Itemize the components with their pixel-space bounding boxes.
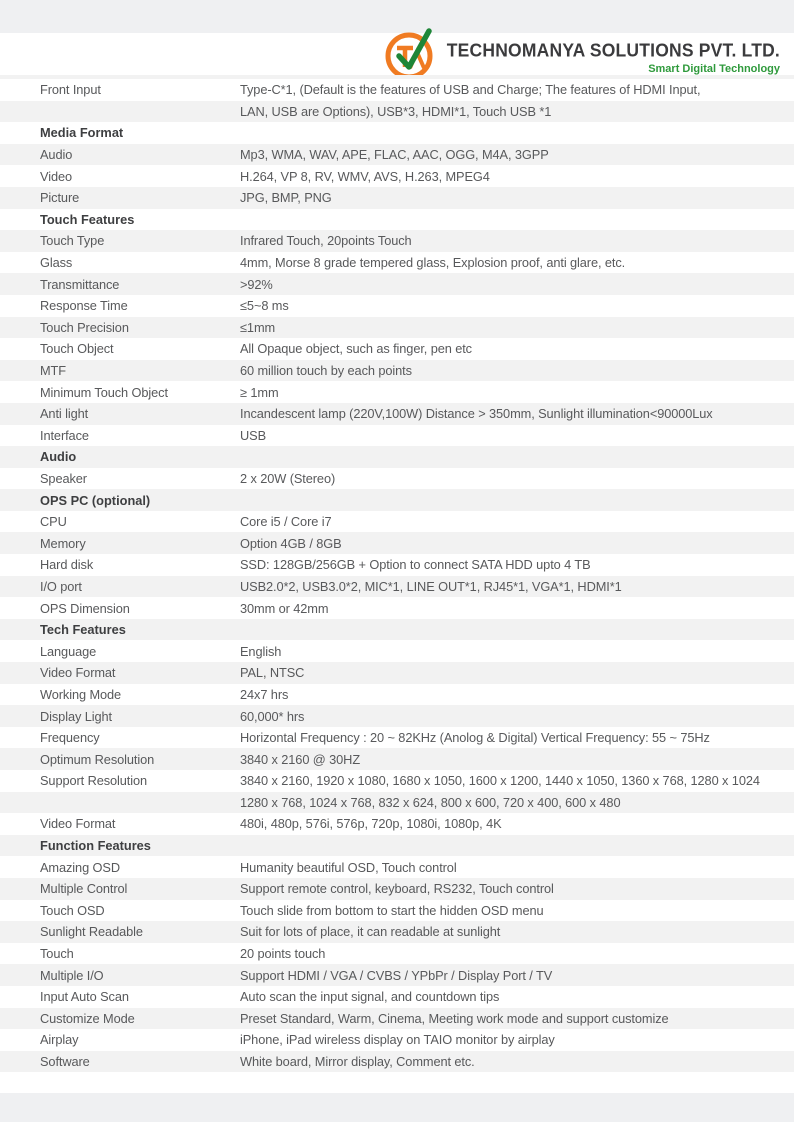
spec-row (0, 684, 794, 706)
spec-row (0, 878, 794, 900)
spec-value: All Opaque object, such as finger, pen etc (240, 341, 472, 357)
spec-label: Picture (40, 190, 80, 206)
spec-row (0, 813, 794, 835)
spec-label: Display Light (40, 708, 112, 724)
section-header-row (0, 122, 794, 144)
spec-value: USB (240, 427, 267, 443)
spec-value: Core i5 / Core i7 (240, 514, 332, 530)
spec-row (0, 295, 794, 317)
spec-label: I/O port (40, 578, 82, 594)
spec-label: Response Time (40, 298, 128, 314)
spec-label: CPU (40, 514, 67, 530)
spec-row (0, 360, 794, 382)
spec-row (0, 79, 794, 101)
spec-label: OPS Dimension (40, 600, 130, 616)
spec-value: 30mm or 42mm (240, 600, 329, 616)
spec-value: English (240, 643, 282, 659)
section-header-row (0, 619, 794, 641)
spec-row (0, 425, 794, 447)
spec-value: JPG, BMP, PNG (240, 190, 332, 206)
section-header-row (0, 489, 794, 511)
section-title: OPS PC (optional) (40, 492, 151, 508)
spec-label: Multiple Control (40, 881, 128, 897)
spec-value: 1280 x 768, 1024 x 768, 832 x 624, 800 x 600, 720 x 400, 600 x 480 (240, 794, 621, 810)
spec-row (0, 230, 794, 252)
spec-row (0, 662, 794, 684)
spec-row (0, 1029, 794, 1051)
spec-value: Type-C*1, (Default is the features of USB and Charge; The features of HDMI Input, (240, 82, 701, 98)
spec-value: Humanity beautiful OSD, Touch control (240, 859, 457, 875)
tm-circle-checkmark-icon (383, 24, 439, 80)
spec-row (0, 640, 794, 662)
spec-value: 4mm, Morse 8 grade tempered glass, Explosion proof, anti glare, etc. (240, 255, 626, 271)
spec-label: Transmittance (40, 276, 120, 292)
spec-value: >92% (240, 276, 273, 292)
spec-row (0, 1008, 794, 1030)
spec-value: PAL, NTSC (240, 665, 305, 681)
spec-value: Touch slide from bottom to start the hidden OSD menu (240, 902, 544, 918)
spec-row (0, 338, 794, 360)
spec-label: Minimum Touch Object (40, 384, 168, 400)
spec-row (0, 727, 794, 749)
spec-value: Support HDMI / VGA / CVBS / YPbPr / Display Port / TV (240, 967, 553, 983)
spec-value: 60,000* hrs (240, 708, 305, 724)
spec-label: Support Resolution (40, 773, 148, 789)
spec-value: 24x7 hrs (240, 686, 289, 702)
spec-label: Interface (40, 427, 89, 443)
spec-row (0, 900, 794, 922)
spec-row (0, 597, 794, 619)
brand-text (447, 30, 780, 75)
spec-row (0, 381, 794, 403)
spec-row (0, 792, 794, 814)
spec-label: Video Format (40, 665, 116, 681)
spec-label: Glass (40, 255, 73, 271)
spec-row (0, 770, 794, 792)
spec-value: Incandescent lamp (220V,100W) Distance > 350mm, Sunlight illumination<90000Lux (240, 406, 713, 422)
spec-value: ≥ 1mm (240, 384, 279, 400)
spec-row (0, 187, 794, 209)
spec-row (0, 468, 794, 490)
spec-value: 20 points touch (240, 946, 326, 962)
spec-value: Mp3, WMA, WAV, APE, FLAC, AAC, OGG, M4A, 3GPP (240, 147, 549, 163)
spec-value: Option 4GB / 8GB (240, 535, 342, 551)
spec-label: Memory (40, 535, 86, 551)
spec-row (0, 964, 794, 986)
spec-label: Touch Object (40, 341, 114, 357)
spec-label: Video (40, 168, 72, 184)
section-header-row (0, 446, 794, 468)
spec-value: 3840 x 2160, 1920 x 1080, 1680 x 1050, 1600 x 1200, 1440 x 1050, 1360 x 768, 1280 x 1024 (240, 773, 760, 789)
spec-row (0, 748, 794, 770)
spec-label: Amazing OSD (40, 859, 120, 875)
spec-row (0, 101, 794, 123)
spec-value: Preset Standard, Warm, Cinema, Meeting work mode and support customize (240, 1010, 669, 1026)
spec-row (0, 165, 794, 187)
spec-value: SSD: 128GB/256GB + Option to connect SATA HDD upto 4 TB (240, 557, 591, 573)
spec-value: USB2.0*2, USB3.0*2, MIC*1, LINE OUT*1, RJ45*1, VGA*1, HDMI*1 (240, 578, 622, 594)
section-header-row (0, 209, 794, 231)
spec-row (0, 921, 794, 943)
spec-row (0, 317, 794, 339)
spec-value: ≤1mm (240, 319, 276, 335)
company-logo (383, 24, 780, 80)
spec-value: H.264, VP 8, RV, WMV, AVS, H.263, MPEG4 (240, 168, 490, 184)
spec-label: Touch Type (40, 233, 105, 249)
spec-value: Suit for lots of place, it can readable at sunlight (240, 924, 501, 940)
spec-label: Touch OSD (40, 902, 105, 918)
spec-label: Video Format (40, 816, 116, 832)
spec-value: Infrared Touch, 20points Touch (240, 233, 412, 249)
spec-label: Customize Mode (40, 1010, 135, 1026)
spec-value: Horizontal Frequency : 20 ~ 82KHz (Anolog & Digital) Vertical Frequency: 55 ~ 75Hz (240, 730, 710, 746)
spec-row (0, 1051, 794, 1073)
spec-label: Audio (40, 147, 73, 163)
spec-label: Front Input (40, 82, 101, 98)
spec-value: White board, Mirror display, Comment etc. (240, 1054, 475, 1070)
spec-value: 480i, 480p, 576i, 576p, 720p, 1080i, 1080p, 4K (240, 816, 502, 832)
spec-row (0, 403, 794, 425)
spec-label: Sunlight Readable (40, 924, 143, 940)
spec-row (0, 856, 794, 878)
spec-table (0, 79, 794, 1072)
spec-label: Speaker (40, 470, 87, 486)
spec-label: Software (40, 1054, 90, 1070)
spec-value: Auto scan the input signal, and countdown tips (240, 989, 500, 1005)
spec-row (0, 986, 794, 1008)
spec-row (0, 511, 794, 533)
spec-label: Touch (40, 946, 74, 962)
spec-label: Optimum Resolution (40, 751, 155, 767)
spec-label: Hard disk (40, 557, 94, 573)
spec-value: ≤5~8 ms (240, 298, 289, 314)
spec-row (0, 943, 794, 965)
spec-row (0, 576, 794, 598)
bottom-footer-band (0, 1093, 794, 1122)
spec-row (0, 532, 794, 554)
section-title: Media Format (40, 125, 124, 141)
spec-value: LAN, USB are Options), USB*3, HDMI*1, Touch USB *1 (240, 103, 552, 119)
spec-row (0, 554, 794, 576)
company-tagline: Smart Digital Technology (648, 62, 780, 75)
spec-label: Input Auto Scan (40, 989, 129, 1005)
company-name: TECHNOMANYA SOLUTIONS PVT. LTD. (446, 38, 780, 60)
section-title: Audio (40, 449, 77, 465)
section-title: Tech Features (40, 622, 126, 638)
section-title: Function Features (40, 838, 151, 854)
spec-label: MTF (40, 363, 66, 379)
spec-value: iPhone, iPad wireless display on TAIO monitor by airplay (240, 1032, 555, 1048)
spec-label: Working Mode (40, 686, 122, 702)
spec-value: Support remote control, keyboard, RS232, Touch control (240, 881, 554, 897)
spec-label: Anti light (40, 406, 89, 422)
spec-row (0, 273, 794, 295)
spec-label: Touch Precision (40, 319, 129, 335)
spec-label: Airplay (40, 1032, 79, 1048)
spec-value: 2 x 20W (Stereo) (240, 470, 336, 486)
spec-label: Frequency (40, 730, 100, 746)
section-header-row (0, 835, 794, 857)
spec-row (0, 252, 794, 274)
spec-value: 60 million touch by each points (240, 363, 412, 379)
spec-label: Language (40, 643, 97, 659)
spec-label: Multiple I/O (40, 967, 104, 983)
section-title: Touch Features (40, 211, 135, 227)
spec-row (0, 144, 794, 166)
spec-value: 3840 x 2160 @ 30HZ (240, 751, 361, 767)
spec-row (0, 705, 794, 727)
